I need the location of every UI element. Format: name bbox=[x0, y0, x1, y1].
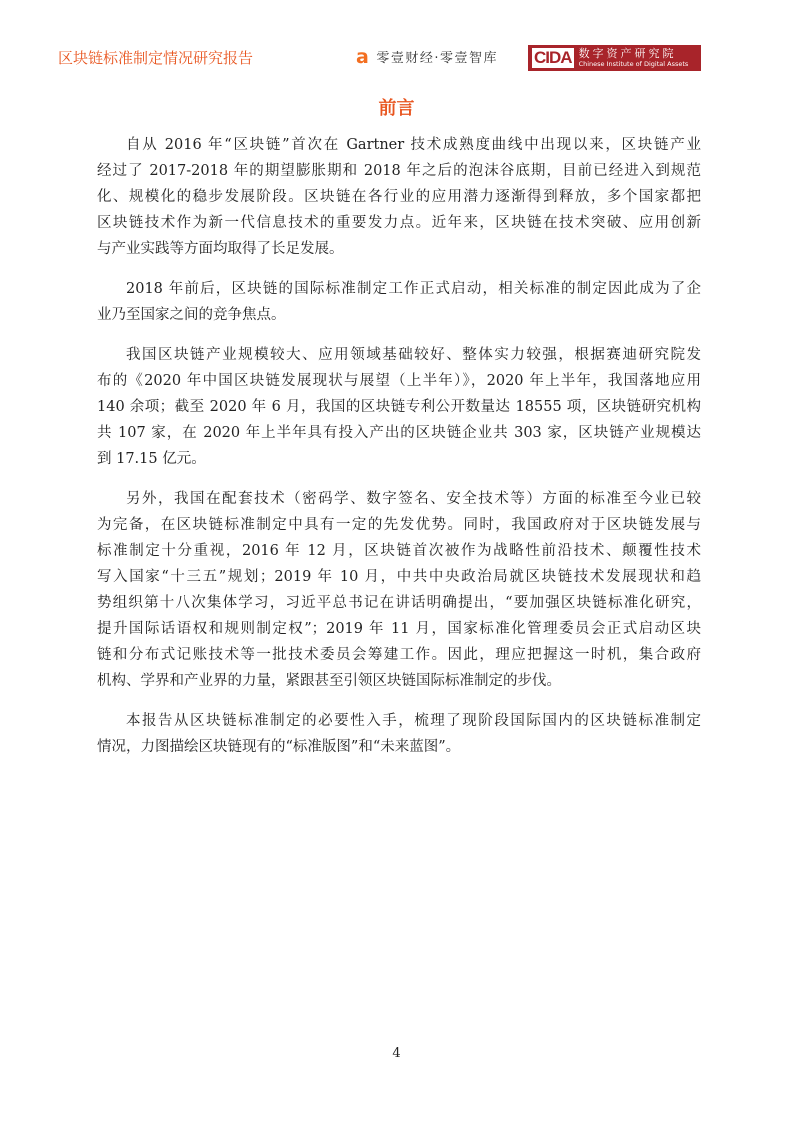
cida-mark: CIDA bbox=[534, 48, 572, 67]
01caijing-logo-icon: a bbox=[356, 45, 371, 68]
paragraph-line: 标准制定十分重视，2016 年 12 月，区块链首次被作为战略性前沿技术、颠覆性技术 bbox=[97, 543, 701, 559]
section-title: 前言 bbox=[378, 98, 415, 119]
paragraph-line: 共 107 家，在 2020 年上半年具有投入产出的区块链企业共 303 家，区块链产业规模达 bbox=[97, 425, 701, 441]
paragraph-line: 写入国家“十三五”规划；2019 年 10 月，中共中央政治局就区块链技术发展现状和趋 bbox=[97, 569, 701, 585]
paragraph-line: 到 17.15 亿元。 bbox=[97, 451, 206, 467]
cida-logo bbox=[528, 45, 701, 71]
paragraph-line: 本报告从区块链标准制定的必要性入手，梳理了现阶段国际国内的区块链标准制定 bbox=[126, 713, 701, 729]
header-title: 区块链标准制定情况研究报告 bbox=[58, 49, 254, 67]
paragraph-line: 我国区块链产业规模较大、应用领域基础较好、整体实力较强，根据赛迪研究院发 bbox=[126, 347, 701, 363]
paragraph bbox=[97, 708, 701, 760]
body-text bbox=[97, 132, 701, 774]
cida-name-en: Chinese Institute of Digital Assets bbox=[578, 60, 689, 68]
paragraph-line: 与产业实践等方面均取得了长足发展。 bbox=[97, 241, 344, 257]
paragraph bbox=[97, 132, 701, 262]
paragraph-line: 提升国际话语权和规则制定权”；2019 年 11 月，国家标准化管理委员会正式启动区块 bbox=[97, 621, 701, 637]
paragraph bbox=[97, 486, 701, 694]
cida-name-cn: 数字资产研究院 bbox=[578, 47, 677, 60]
paragraph-line: 2018 年前后，区块链的国际标准制定工作正式启动，相关标准的制定因此成为了企 bbox=[126, 281, 701, 297]
paragraph-line: 化、规模化的稳步发展阶段。区块链在各行业的应用潜力逐渐得到释放，多个国家都把 bbox=[97, 189, 701, 205]
paragraph-line: 140 余项；截至 2020 年 6 月，我国的区块链专利公开数量达 18555 项，区块链研究机构 bbox=[97, 399, 701, 415]
paragraph-line: 为完备，在区块链标准制定中具有一定的先发优势。同时，我国政府对于区块链发展与 bbox=[97, 517, 701, 533]
01caijing-logo-text: 零壹财经·零壹智库 bbox=[376, 51, 498, 66]
paragraph-line: 势组织第十八次集体学习，习近平总书记在讲话明确提出，“要加强区块链标准化研究， bbox=[97, 595, 701, 611]
paragraph-line: 情况，力图描绘区块链现有的“标准版图”和“未来蓝图”。 bbox=[97, 739, 461, 755]
paragraph-line: 区块链技术作为新一代信息技术的重要发力点。近年来，区块链在技术突破、应用创新 bbox=[97, 215, 701, 231]
paragraph-line: 业乃至国家之间的竞争焦点。 bbox=[97, 307, 286, 323]
paragraph-line: 布的《2020 年中国区块链发展现状与展望（上半年）》，2020 年上半年，我国落地应用 bbox=[97, 373, 701, 389]
paragraph bbox=[97, 276, 701, 328]
01caijing-logo bbox=[356, 47, 498, 66]
paragraph bbox=[97, 342, 701, 472]
paragraph-line: 机构、学界和产业界的力量，紧跟甚至引领区块链国际标准制定的步伐。 bbox=[97, 673, 561, 689]
paragraph-line: 链和分布式记账技术等一批技术委员会筹建工作。因此，理应把握这一时机，集合政府 bbox=[97, 647, 701, 663]
paragraph-line: 另外，我国在配套技术（密码学、数字签名、安全技术等）方面的标准至今业已较 bbox=[126, 491, 701, 507]
paragraph-line: 自从 2016 年“区块链”首次在 Gartner 技术成熟度曲线中出现以来，区块链产业 bbox=[126, 137, 701, 153]
paragraph-line: 经过了 2017-2018 年的期望膨胀期和 2018 年之后的泡沫谷底期，目前已经进入到规范 bbox=[97, 163, 701, 179]
page-number: 4 bbox=[392, 1046, 401, 1061]
